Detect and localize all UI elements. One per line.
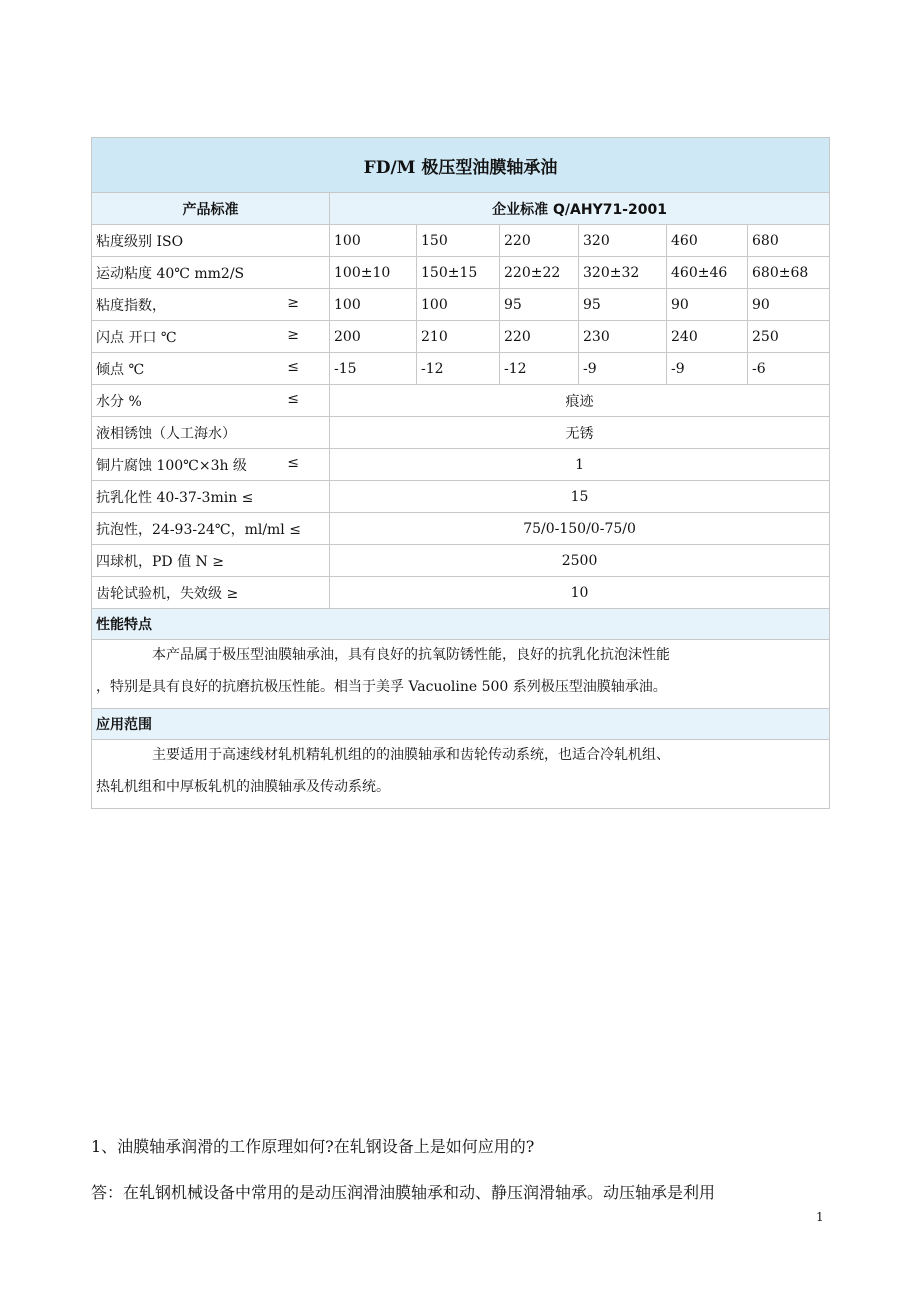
row-label-text: 水分 % (96, 393, 142, 410)
table-cell: 100 (417, 289, 500, 321)
table-row (92, 545, 830, 577)
table-title: FD/M 极压型油膜轴承油 (92, 138, 830, 193)
row-label (92, 513, 330, 545)
table-cell: 150±15 (417, 257, 500, 289)
table-row (92, 353, 830, 385)
applications-description (92, 740, 830, 809)
standard-label: 产品标准 (92, 193, 330, 225)
table-cell: 320±32 (579, 257, 667, 289)
row-label-text: 闪点 开口 ℃ (96, 329, 177, 346)
common-rows (92, 385, 830, 609)
grade-rows (92, 225, 830, 385)
row-label-text: 粘度级别 ISO (96, 233, 184, 250)
row-label-text: 四球机，PD 值 N ≥ (96, 553, 224, 570)
row-label (92, 577, 330, 609)
table-row (92, 385, 830, 417)
table-cell: 无锈 (330, 417, 830, 449)
row-label-text: 抗乳化性 40-37-3min ≤ (96, 489, 254, 506)
standard-value: 企业标准 Q/AHY71-2001 (330, 193, 830, 225)
table-row (92, 513, 830, 545)
row-label-text: 倾点 ℃ (96, 361, 145, 378)
applications-line-2: 热轧机组和中厚板轧机的油膜轴承及传动系统。 (96, 779, 390, 795)
answer-text: 答：在轧钢机械设备中常用的是动压润滑油膜轴承和动、静压润滑轴承。动压轴承是利用 (91, 1183, 716, 1202)
table-cell: 680±68 (748, 257, 830, 289)
table-cell: 1 (330, 449, 830, 481)
row-label (92, 545, 330, 577)
question-text: 1、油膜轴承润滑的工作原理如何?在轧钢设备上是如何应用的? (91, 1137, 535, 1156)
table-cell: 240 (667, 321, 748, 353)
table-cell: 230 (579, 321, 667, 353)
table-cell: 220 (500, 321, 579, 353)
page-number: 1 (816, 1210, 824, 1224)
row-label-text: 铜片腐蚀 100℃×3h 级 (96, 457, 247, 474)
row-label-text: 抗泡性，24-93-24℃，ml/ml ≤ (96, 521, 301, 538)
table-row (92, 225, 830, 257)
row-label-symbol: ≥ (287, 326, 299, 343)
row-label-symbol: ≤ (287, 358, 299, 375)
table-cell: 痕迹 (330, 385, 830, 417)
table-row (92, 481, 830, 513)
row-label (92, 353, 330, 385)
features-line-2: ，特别是具有良好的抗磨抗极压性能。相当于美孚 Vacuoline 500 系列极压型油膜轴承油。 (96, 679, 667, 695)
features-heading: 性能特点 (92, 609, 830, 640)
table-cell: 220 (500, 225, 579, 257)
row-label (92, 449, 330, 481)
row-label (92, 385, 330, 417)
table-cell: 220±22 (500, 257, 579, 289)
row-label-symbol: ≥ (287, 294, 299, 311)
table-cell: 95 (500, 289, 579, 321)
row-label-symbol: ≤ (287, 390, 299, 407)
table-cell: -12 (417, 353, 500, 385)
table-row (92, 289, 830, 321)
applications-line-1: 主要适用于高速线材轧机精轧机组的的油膜轴承和齿轮传动系统，也适合冷轧机组、 (152, 747, 670, 763)
table-cell: 10 (330, 577, 830, 609)
table-cell: 460±46 (667, 257, 748, 289)
row-label (92, 321, 330, 353)
applications-heading: 应用范围 (92, 709, 830, 740)
row-label-text: 齿轮试验机，失效级 ≥ (96, 585, 239, 602)
table-cell: -6 (748, 353, 830, 385)
table-row (92, 577, 830, 609)
product-spec-table (91, 137, 830, 809)
table-cell: 100 (330, 225, 417, 257)
table-cell: -12 (500, 353, 579, 385)
table-row (92, 321, 830, 353)
table-cell: 320 (579, 225, 667, 257)
table-cell: 95 (579, 289, 667, 321)
row-label-text: 液相锈蚀（人工海水） (96, 425, 236, 442)
table-cell: 210 (417, 321, 500, 353)
table-cell: -15 (330, 353, 417, 385)
table-cell: 150 (417, 225, 500, 257)
table-cell: 15 (330, 481, 830, 513)
table-row (92, 417, 830, 449)
table-cell: 75/0-150/0-75/0 (330, 513, 830, 545)
row-label (92, 289, 330, 321)
row-label (92, 417, 330, 449)
features-line-1: 本产品属于极压型油膜轴承油，具有良好的抗氧防锈性能，良好的抗乳化抗泡沫性能 (152, 647, 670, 663)
table-cell: 90 (667, 289, 748, 321)
row-label-text: 粘度指数， (96, 297, 166, 314)
table-row (92, 449, 830, 481)
table-cell: 250 (748, 321, 830, 353)
table-cell: 100±10 (330, 257, 417, 289)
table-cell: -9 (667, 353, 748, 385)
table-cell: 680 (748, 225, 830, 257)
table-row (92, 257, 830, 289)
row-label (92, 481, 330, 513)
row-label-symbol: ≤ (287, 454, 299, 471)
table-cell: 2500 (330, 545, 830, 577)
table-cell: -9 (579, 353, 667, 385)
row-label (92, 225, 330, 257)
table-cell: 90 (748, 289, 830, 321)
row-label-text: 运动粘度 40℃ mm2/S (96, 265, 245, 282)
table-cell: 100 (330, 289, 417, 321)
table-cell: 200 (330, 321, 417, 353)
features-description (92, 640, 830, 709)
table-cell: 460 (667, 225, 748, 257)
row-label (92, 257, 330, 289)
